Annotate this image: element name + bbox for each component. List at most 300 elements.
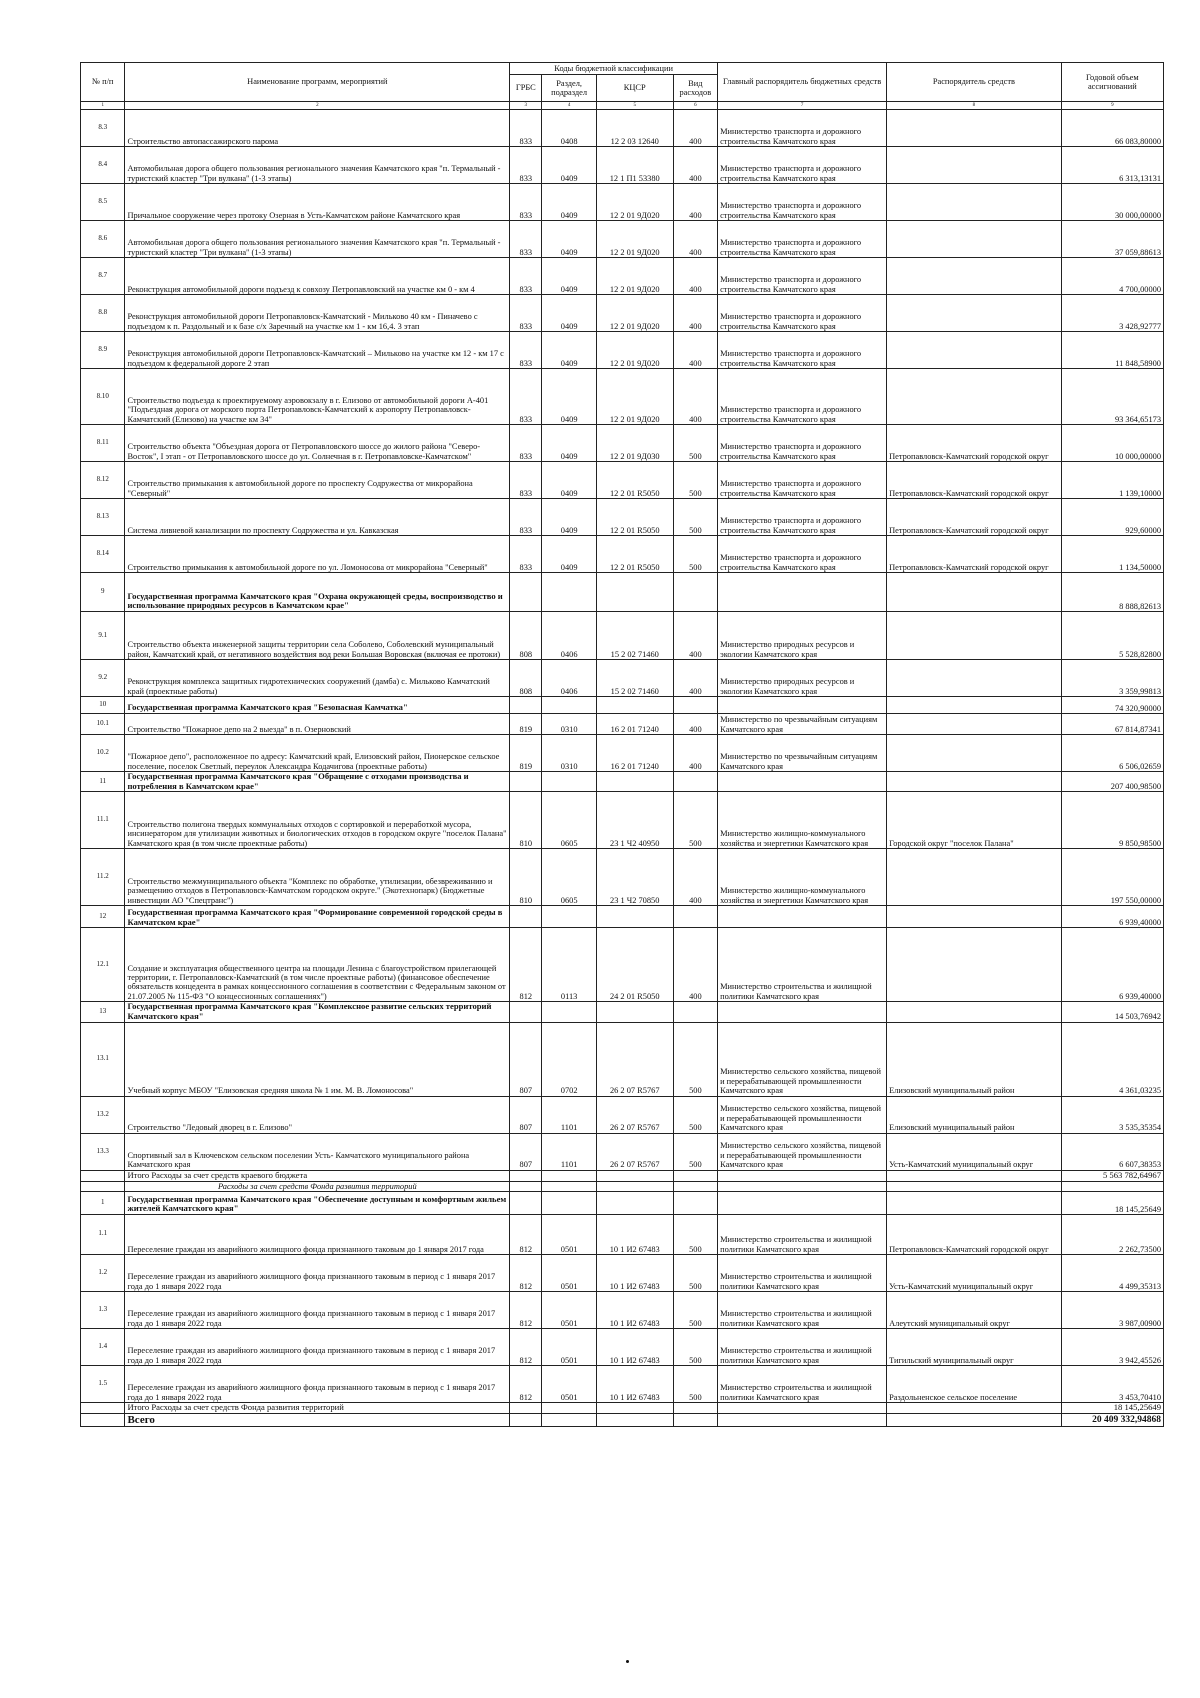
row-number: 8.5	[81, 184, 125, 221]
table-row	[81, 1365, 1164, 1402]
row-razdel	[542, 1413, 596, 1426]
colnum: 3	[510, 102, 542, 110]
row-grbs: 808	[510, 660, 542, 697]
row-amount: 4 499,35313	[1061, 1254, 1163, 1291]
table-row	[81, 1254, 1164, 1291]
colnum: 6	[673, 102, 718, 110]
row-name: "Пожарное депо", расположенное по адресу: Камчатский край, Елизовский район, Пионерское сельское поселение, поселок Светлый, переулок Александра Кодачигова (проектные работы)	[125, 735, 510, 772]
row-name: Государственная программа Камчатского края "Безопасная Камчатка"	[125, 697, 510, 714]
table-body	[81, 110, 1164, 1427]
row-kcsr	[596, 697, 673, 714]
row-recipient	[887, 1181, 1062, 1191]
row-vid: 400	[673, 612, 718, 660]
colnum: 1	[81, 102, 125, 110]
row-kcsr: 12 2 01 R5050	[596, 499, 673, 536]
row-amount: 4 700,00000	[1061, 258, 1163, 295]
row-kcsr: 10 1 И2 67483	[596, 1291, 673, 1328]
row-recipient: Усть-Камчатский муниципальный округ	[887, 1133, 1062, 1170]
row-name: Реконструкция автомобильной дороги подъезд к совхозу Петропавловский на участке км 0 - км 4	[125, 258, 510, 295]
row-razdel: 0501	[542, 1365, 596, 1402]
table-row	[81, 184, 1164, 221]
row-razdel: 0409	[542, 499, 596, 536]
table-row	[81, 1291, 1164, 1328]
row-recipient	[887, 1170, 1062, 1181]
row-amount: 6 313,13131	[1061, 147, 1163, 184]
row-kcsr	[596, 573, 673, 612]
row-amount: 3 942,45526	[1061, 1328, 1163, 1365]
row-razdel: 0310	[542, 714, 596, 735]
colnum: 4	[542, 102, 596, 110]
table-row	[81, 1214, 1164, 1254]
row-kcsr: 15 2 02 71460	[596, 660, 673, 697]
row-grbs: 833	[510, 462, 542, 499]
table-row	[81, 258, 1164, 295]
row-vid: 500	[673, 792, 718, 849]
row-grbs: 833	[510, 369, 542, 425]
table-row	[81, 612, 1164, 660]
row-name: Реконструкция комплекса защитных гидротехнических сооружений (дамба) с. Мильково Камчатский край (проектные работы)	[125, 660, 510, 697]
row-main-manager	[718, 573, 887, 612]
row-amount: 93 364,65173	[1061, 369, 1163, 425]
row-number: 8.9	[81, 332, 125, 369]
row-amount: 66 083,80000	[1061, 110, 1163, 147]
row-grbs: 833	[510, 536, 542, 573]
row-name: Строительство "Ледовый дворец в г. Елизово"	[125, 1096, 510, 1133]
row-number: 13.2	[81, 1096, 125, 1133]
row-kcsr	[596, 772, 673, 792]
row-vid	[673, 772, 718, 792]
row-amount: 6 939,40000	[1061, 928, 1163, 1002]
row-number: 9.2	[81, 660, 125, 697]
table-row	[81, 1002, 1164, 1022]
row-vid: 500	[673, 1254, 718, 1291]
row-number: 1.2	[81, 1254, 125, 1291]
row-recipient: Городской округ "поселок Палана"	[887, 792, 1062, 849]
table-row	[81, 332, 1164, 369]
row-vid: 400	[673, 849, 718, 906]
row-kcsr	[596, 1402, 673, 1413]
row-amount: 74 320,90000	[1061, 697, 1163, 714]
row-razdel	[542, 772, 596, 792]
row-kcsr	[596, 1170, 673, 1181]
row-razdel: 0501	[542, 1328, 596, 1365]
row-recipient	[887, 258, 1062, 295]
row-amount: 30 000,00000	[1061, 184, 1163, 221]
row-grbs: 812	[510, 1214, 542, 1254]
row-razdel: 0409	[542, 425, 596, 462]
header-amount: Годовой объем ассигнований	[1061, 63, 1163, 102]
row-main-manager: Министерство сельского хозяйства, пищевой и перерабатывающей промышленности Камчатского края	[718, 1096, 887, 1133]
row-razdel: 0605	[542, 849, 596, 906]
row-vid	[673, 1181, 718, 1191]
row-number: 13.1	[81, 1022, 125, 1096]
row-grbs: 819	[510, 735, 542, 772]
row-kcsr: 12 2 01 9Д020	[596, 258, 673, 295]
row-amount: 6 939,40000	[1061, 906, 1163, 928]
row-vid: 400	[673, 369, 718, 425]
row-recipient	[887, 772, 1062, 792]
table-row	[81, 1170, 1164, 1181]
row-number: 8.6	[81, 221, 125, 258]
row-main-manager	[718, 1191, 887, 1214]
table-row	[81, 110, 1164, 147]
row-amount: 9 850,98500	[1061, 792, 1163, 849]
row-grbs: 810	[510, 849, 542, 906]
row-razdel: 1101	[542, 1096, 596, 1133]
row-grbs: 807	[510, 1133, 542, 1170]
row-main-manager: Министерство транспорта и дорожного строительства Камчатского края	[718, 184, 887, 221]
row-razdel: 0605	[542, 792, 596, 849]
row-razdel	[542, 1402, 596, 1413]
row-recipient	[887, 928, 1062, 1002]
row-vid	[673, 1191, 718, 1214]
row-name: Причальное сооружение через протоку Озерная в Усть-Камчатском районе Камчатского края	[125, 184, 510, 221]
row-amount: 3 453,70410	[1061, 1365, 1163, 1402]
row-vid: 500	[673, 1328, 718, 1365]
row-name: Строительство автопассажирского парома	[125, 110, 510, 147]
row-grbs	[510, 1191, 542, 1214]
row-recipient	[887, 735, 1062, 772]
row-name: Государственная программа Камчатского края "Охрана окружающей среды, воспроизводство и использование природных ресурсов в Камчатском крае"	[125, 573, 510, 612]
row-grbs: 812	[510, 1291, 542, 1328]
row-recipient	[887, 697, 1062, 714]
budget-table	[80, 62, 1164, 1427]
table-row	[81, 425, 1164, 462]
row-name: Строительство примыкания к автомобильной дороге по ул. Ломоносова от микрорайона "Северный"	[125, 536, 510, 573]
row-recipient: Тигильский муниципальный округ	[887, 1328, 1062, 1365]
row-vid: 400	[673, 332, 718, 369]
row-vid	[673, 1413, 718, 1426]
header-no: № п/п	[81, 63, 125, 102]
row-vid: 400	[673, 735, 718, 772]
table-row	[81, 1402, 1164, 1413]
row-number: 1.1	[81, 1214, 125, 1254]
row-number: 11	[81, 772, 125, 792]
row-recipient	[887, 147, 1062, 184]
row-grbs: 812	[510, 928, 542, 1002]
row-vid: 400	[673, 928, 718, 1002]
row-razdel: 0702	[542, 1022, 596, 1096]
header-codes: Коды бюджетной классификации	[510, 63, 718, 75]
row-recipient: Петропавловск-Камчатский городской округ	[887, 1214, 1062, 1254]
table-row	[81, 295, 1164, 332]
row-main-manager	[718, 697, 887, 714]
row-name: Государственная программа Камчатского края "Обеспечение доступным и комфортным жильем жителей Камчатского края"	[125, 1191, 510, 1214]
row-grbs	[510, 573, 542, 612]
row-kcsr: 15 2 02 71460	[596, 612, 673, 660]
row-main-manager: Министерство транспорта и дорожного строительства Камчатского края	[718, 258, 887, 295]
row-kcsr: 12 2 01 9Д020	[596, 184, 673, 221]
table-row	[81, 1096, 1164, 1133]
row-vid: 400	[673, 221, 718, 258]
header-kcsr: КЦСР	[596, 75, 673, 102]
row-main-manager: Министерство природных ресурсов и экологии Камчатского края	[718, 660, 887, 697]
table-row	[81, 147, 1164, 184]
row-name: Всего	[125, 1413, 510, 1426]
row-amount: 3 987,00900	[1061, 1291, 1163, 1328]
row-vid: 500	[673, 1214, 718, 1254]
row-number: 10	[81, 697, 125, 714]
row-main-manager	[718, 1402, 887, 1413]
row-razdel: 0409	[542, 258, 596, 295]
row-number: 11.2	[81, 849, 125, 906]
row-main-manager: Министерство транспорта и дорожного строительства Камчатского края	[718, 425, 887, 462]
row-main-manager: Министерство транспорта и дорожного строительства Камчатского края	[718, 499, 887, 536]
row-amount: 18 145,25649	[1061, 1191, 1163, 1214]
table-row	[81, 906, 1164, 928]
row-recipient	[887, 1002, 1062, 1022]
row-kcsr: 10 1 И2 67483	[596, 1254, 673, 1291]
row-vid: 500	[673, 1133, 718, 1170]
row-name: Переселение граждан из аварийного жилищного фонда признанного таковым в период с 1 января 2017 года до 1 января 2022 года	[125, 1328, 510, 1365]
row-razdel: 0409	[542, 332, 596, 369]
row-name: Государственная программа Камчатского края "Формирование современной городской среды в Камчатском крае"	[125, 906, 510, 928]
row-main-manager	[718, 1413, 887, 1426]
row-vid: 500	[673, 1291, 718, 1328]
row-number: 8.12	[81, 462, 125, 499]
header-main-manager: Главный распорядитель бюджетных средств	[718, 63, 887, 102]
colnum: 9	[1061, 102, 1163, 110]
row-kcsr: 10 1 И2 67483	[596, 1328, 673, 1365]
row-grbs: 812	[510, 1365, 542, 1402]
row-vid: 400	[673, 295, 718, 332]
row-recipient: Усть-Камчатский муниципальный округ	[887, 1254, 1062, 1291]
row-grbs: 833	[510, 425, 542, 462]
header-vid: Вид расходов	[673, 75, 718, 102]
row-kcsr: 12 2 03 12640	[596, 110, 673, 147]
row-kcsr: 23 1 Ч2 70850	[596, 849, 673, 906]
row-name: Итого Расходы за счет средств Фонда развития территорий	[125, 1402, 510, 1413]
row-number: 1	[81, 1191, 125, 1214]
row-razdel: 0501	[542, 1254, 596, 1291]
row-amount: 929,60000	[1061, 499, 1163, 536]
row-recipient	[887, 714, 1062, 735]
row-amount: 207 400,98500	[1061, 772, 1163, 792]
row-razdel	[542, 1191, 596, 1214]
row-recipient: Петропавловск-Камчатский городской округ	[887, 462, 1062, 499]
row-recipient	[887, 849, 1062, 906]
row-vid: 400	[673, 258, 718, 295]
row-number: 1.4	[81, 1328, 125, 1365]
row-main-manager: Министерство транспорта и дорожного строительства Камчатского края	[718, 462, 887, 499]
row-name: Строительство межмуниципального объекта "Комплекс по обработке, утилизации, обезвреживанию и размещению отходов в Петропавловск-Камчатском городском округе." (Экотехнопарк) (Бюджетные инвестиции АО "Спецтранс")	[125, 849, 510, 906]
row-vid: 400	[673, 660, 718, 697]
table-row	[81, 221, 1164, 258]
row-razdel: 0310	[542, 735, 596, 772]
row-razdel: 0409	[542, 295, 596, 332]
row-grbs	[510, 1170, 542, 1181]
row-main-manager	[718, 1002, 887, 1022]
row-vid: 500	[673, 499, 718, 536]
scan-speck	[626, 1660, 629, 1663]
row-main-manager: Министерство транспорта и дорожного строительства Камчатского края	[718, 369, 887, 425]
row-razdel: 1101	[542, 1133, 596, 1170]
row-grbs: 810	[510, 792, 542, 849]
row-recipient	[887, 906, 1062, 928]
row-kcsr	[596, 1181, 673, 1191]
row-name: Строительство "Пожарное депо на 2 выезда" в п. Озерновский	[125, 714, 510, 735]
row-kcsr: 12 2 01 9Д020	[596, 221, 673, 258]
row-number: 8.13	[81, 499, 125, 536]
row-kcsr	[596, 1191, 673, 1214]
row-vid: 500	[673, 1365, 718, 1402]
row-amount: 10 000,00000	[1061, 425, 1163, 462]
row-kcsr	[596, 906, 673, 928]
row-kcsr: 26 2 07 R5767	[596, 1096, 673, 1133]
row-grbs: 812	[510, 1254, 542, 1291]
row-number: 13.3	[81, 1133, 125, 1170]
row-recipient: Алеутский муниципальный округ	[887, 1291, 1062, 1328]
row-number: 1.5	[81, 1365, 125, 1402]
table-row	[81, 849, 1164, 906]
row-razdel: 0409	[542, 147, 596, 184]
row-number: 13	[81, 1002, 125, 1022]
row-kcsr: 26 2 07 R5767	[596, 1133, 673, 1170]
row-number: 12	[81, 906, 125, 928]
row-kcsr: 12 2 01 R5050	[596, 536, 673, 573]
row-name: Строительство объекта "Объездная дорога от Петропавловского шоссе до жилого района "Северо-Восток", I этап - от Петропавловского шоссе до ул. Солнечная в г. Петропавловске-Камчатском"	[125, 425, 510, 462]
row-amount: 1 139,10000	[1061, 462, 1163, 499]
row-number: 8.8	[81, 295, 125, 332]
row-main-manager: Министерство жилищно-коммунального хозяйства и энергетики Камчатского края	[718, 849, 887, 906]
row-main-manager: Министерство строительства и жилищной политики Камчатского края	[718, 1254, 887, 1291]
row-name: Автомобильная дорога общего пользования регионального значения Камчатского края "п. Термальный - туристский кластер "Три вулкана" (1-3 этапы)	[125, 221, 510, 258]
row-vid: 400	[673, 714, 718, 735]
table-row	[81, 697, 1164, 714]
row-razdel: 0501	[542, 1291, 596, 1328]
row-number: 8.3	[81, 110, 125, 147]
row-recipient	[887, 221, 1062, 258]
row-name: Автомобильная дорога общего пользования регионального значения Камчатского края "п. Термальный - туристский кластер "Три вулкана" (1-3 этапы)	[125, 147, 510, 184]
row-grbs: 833	[510, 295, 542, 332]
row-recipient	[887, 295, 1062, 332]
row-number	[81, 1181, 125, 1191]
row-razdel: 0408	[542, 110, 596, 147]
row-razdel	[542, 697, 596, 714]
row-name: Строительство примыкания к автомобильной дороге по проспекту Содружества от микрорайона "Северный"	[125, 462, 510, 499]
row-recipient	[887, 1191, 1062, 1214]
row-grbs: 808	[510, 612, 542, 660]
row-amount: 4 361,03235	[1061, 1022, 1163, 1096]
row-recipient	[887, 369, 1062, 425]
row-main-manager: Министерство сельского хозяйства, пищевой и перерабатывающей промышленности Камчатского края	[718, 1022, 887, 1096]
row-number: 11.1	[81, 792, 125, 849]
row-recipient: Петропавловск-Камчатский городской округ	[887, 536, 1062, 573]
row-vid: 500	[673, 536, 718, 573]
row-grbs: 833	[510, 258, 542, 295]
row-number: 8.7	[81, 258, 125, 295]
row-amount	[1061, 1181, 1163, 1191]
row-grbs: 833	[510, 184, 542, 221]
row-main-manager: Министерство жилищно-коммунального хозяйства и энергетики Камчатского края	[718, 792, 887, 849]
row-recipient	[887, 110, 1062, 147]
row-grbs	[510, 1002, 542, 1022]
row-main-manager: Министерство транспорта и дорожного строительства Камчатского края	[718, 147, 887, 184]
row-grbs: 833	[510, 110, 542, 147]
row-amount: 5 528,82800	[1061, 612, 1163, 660]
document-page	[80, 62, 1164, 1427]
row-amount: 1 134,50000	[1061, 536, 1163, 573]
row-grbs: 819	[510, 714, 542, 735]
row-kcsr: 12 2 01 9Д020	[596, 369, 673, 425]
table-row	[81, 714, 1164, 735]
row-vid: 500	[673, 425, 718, 462]
row-name: Переселение граждан из аварийного жилищного фонда признанного таковым в период с 1 января 2017 года до 1 января 2022 года	[125, 1254, 510, 1291]
row-main-manager: Министерство строительства и жилищной политики Камчатского края	[718, 928, 887, 1002]
row-main-manager: Министерство транспорта и дорожного строительства Камчатского края	[718, 110, 887, 147]
row-vid	[673, 1170, 718, 1181]
row-razdel	[542, 906, 596, 928]
row-number: 9	[81, 573, 125, 612]
row-main-manager: Министерство по чрезвычайным ситуациям Камчатского края	[718, 714, 887, 735]
row-grbs	[510, 1402, 542, 1413]
table-row	[81, 735, 1164, 772]
row-number: 8.14	[81, 536, 125, 573]
row-vid: 500	[673, 1022, 718, 1096]
row-number	[81, 1413, 125, 1426]
row-vid	[673, 906, 718, 928]
row-kcsr: 16 2 01 71240	[596, 714, 673, 735]
row-amount: 37 059,88613	[1061, 221, 1163, 258]
colnum: 2	[125, 102, 510, 110]
table-row	[81, 573, 1164, 612]
row-amount: 3 535,35354	[1061, 1096, 1163, 1133]
row-kcsr: 12 2 01 9Д020	[596, 295, 673, 332]
table-row	[81, 1328, 1164, 1365]
row-kcsr: 24 2 01 R5050	[596, 928, 673, 1002]
table-row	[81, 536, 1164, 573]
header-name: Наименование программ, мероприятий	[125, 63, 510, 102]
row-name: Учебный корпус МБОУ "Елизовская средняя школа № 1 им. М. В. Ломоносова"	[125, 1022, 510, 1096]
row-main-manager: Министерство транспорта и дорожного строительства Камчатского края	[718, 332, 887, 369]
row-kcsr: 12 2 01 R5050	[596, 462, 673, 499]
colnum: 8	[887, 102, 1062, 110]
row-main-manager: Министерство транспорта и дорожного строительства Камчатского края	[718, 221, 887, 258]
row-number: 10.1	[81, 714, 125, 735]
row-vid: 500	[673, 462, 718, 499]
colnum: 7	[718, 102, 887, 110]
row-main-manager: Министерство транспорта и дорожного строительства Камчатского края	[718, 295, 887, 332]
row-number	[81, 1402, 125, 1413]
row-name: Создание и эксплуатация общественного центра на площади Ленина с благоустройством прилегающей территории, г. Петропавловск-Камчатский (в том числе проектные работы) (финансовое обеспечение обязательств концедента в рамках концессионного соглашения в соответствии с Федеральным законом от 21.07.2005 № 115-ФЗ "О концессионных соглашениях")	[125, 928, 510, 1002]
row-recipient	[887, 1413, 1062, 1426]
row-name: Переселение граждан из аварийного жилищного фонда признанного таковым в период с 1 января 2017 года до 1 января 2022 года	[125, 1291, 510, 1328]
row-kcsr: 10 1 И2 67483	[596, 1214, 673, 1254]
header-recipient: Распорядитель средств	[887, 63, 1062, 102]
row-grbs: 807	[510, 1022, 542, 1096]
header-razdel: Раздел, подраздел	[542, 75, 596, 102]
row-amount: 6 506,02659	[1061, 735, 1163, 772]
header-grbs: ГРБС	[510, 75, 542, 102]
row-amount: 18 145,25649	[1061, 1402, 1163, 1413]
row-main-manager: Министерство сельского хозяйства, пищевой и перерабатывающей промышленности Камчатского края	[718, 1133, 887, 1170]
row-kcsr	[596, 1002, 673, 1022]
row-vid: 400	[673, 110, 718, 147]
row-number: 12.1	[81, 928, 125, 1002]
row-main-manager	[718, 1181, 887, 1191]
row-recipient: Раздольненское сельское поселение	[887, 1365, 1062, 1402]
row-grbs	[510, 1181, 542, 1191]
row-kcsr: 23 1 Ч2 40950	[596, 792, 673, 849]
table-row	[81, 660, 1164, 697]
row-amount: 6 607,38353	[1061, 1133, 1163, 1170]
row-razdel: 0113	[542, 928, 596, 1002]
row-kcsr: 12 2 01 9Д020	[596, 332, 673, 369]
row-grbs: 833	[510, 332, 542, 369]
row-razdel	[542, 1170, 596, 1181]
row-name: Система ливневой канализации по проспекту Содружества и ул. Кавказская	[125, 499, 510, 536]
row-razdel: 0501	[542, 1214, 596, 1254]
